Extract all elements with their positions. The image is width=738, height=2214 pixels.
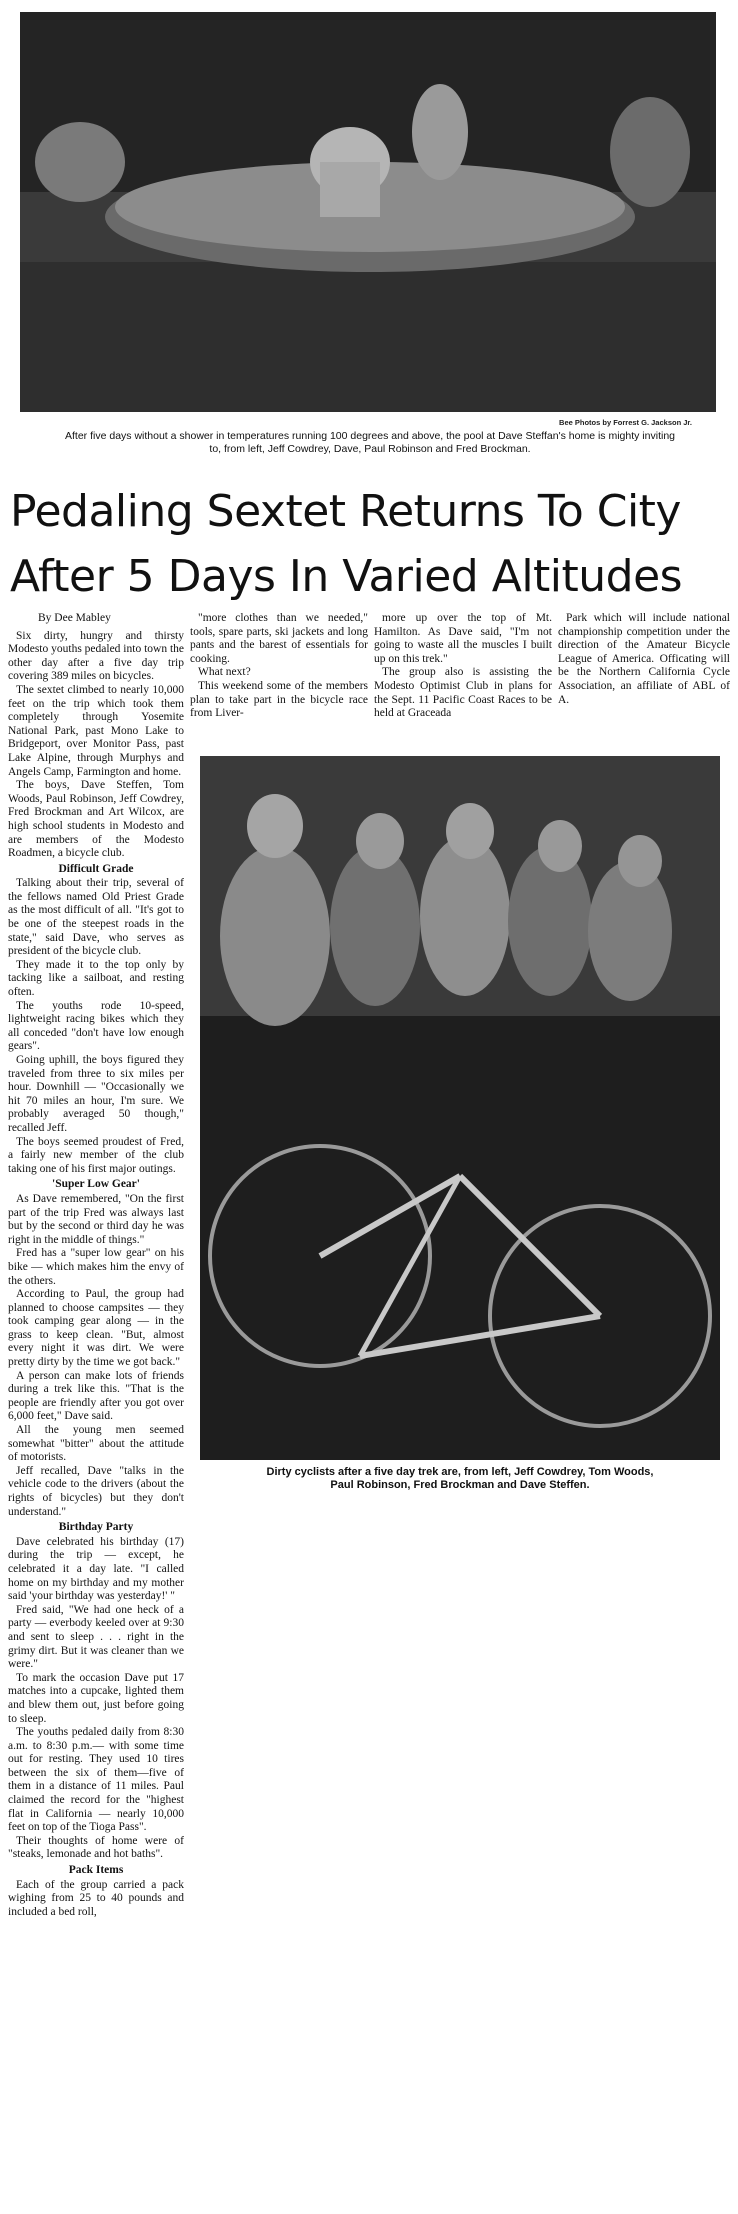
paragraph: According to Paul, the group had planned to choose campsites — they took camping gear along — in the grass to keep clean. "But, almost every night it was dirt. We were pretty dirty by the time we got back." xyxy=(8,1288,184,1369)
subhead-super-low-gear: 'Super Low Gear' xyxy=(52,1178,140,1191)
article-column-4 xyxy=(558,612,730,707)
photo-credit: Bee Photos by Forrest G. Jackson Jr. xyxy=(559,418,692,427)
paragraph: As Dave remembered, "On the first part of the trip Fred was always last but by the second or third day he was right in the middle of things." xyxy=(8,1192,184,1246)
paragraph: Fred said, "We had one heck of a party — everbody keeled over at 9:30 and sent to sleep . . . right in the grimy dirt. But it was cleaner than we were." xyxy=(8,1603,184,1671)
paragraph: To mark the occasion Dave put 17 matches into a cupcake, lighted them and blew them out, just before going to sleep. xyxy=(8,1671,184,1725)
paragraph: The boys seemed proudest of Fred, a fairly new member of the club taking one of his first major outings. xyxy=(8,1135,184,1175)
paragraph: They made it to the top only by tacking like a sailboat, and resting often. xyxy=(8,958,184,999)
paragraph: The boys, Dave Steffen, Tom Woods, Paul Robinson, Jeff Cowdrey, Fred Brockman and Art Wilcox, are high school students in Modesto and are members of the Modesto Roadmen, a bicycle club. xyxy=(8,779,184,860)
cyclists-photo-caption xyxy=(200,1466,720,1492)
paragraph: Jeff recalled, Dave "talks in the vehicle code to the drivers (about the rights of bicycles) but they don't understand." xyxy=(8,1464,184,1518)
paragraph: Fred has a "super low gear" on his bike — which makes him the envy of the others. xyxy=(8,1247,184,1287)
byline: By Dee Mabley xyxy=(38,612,111,624)
headline-line-2: After 5 Days In Varied Altitudes xyxy=(10,551,683,602)
pool-photo xyxy=(20,12,716,412)
article-column-2 xyxy=(190,612,368,721)
paragraph: "more clothes than we needed," tools, spare parts, ski jackets and long pants and the barest of essentials for cooking. xyxy=(190,612,368,665)
paragraph: What next? xyxy=(198,666,251,679)
paragraph: The sextet climbed to nearly 10,000 feet on the trip which took them completely through Yosemite National Park, past Mono Lake to Bridgeport, over Monitor Pass, past Lake Alpine, through Murphys and Angels Camp, Farmington and home. xyxy=(8,683,184,778)
paragraph: Dave celebrated his birthday (17) during the trip — except, he celebrated it a day late. "I called home on my birthday and my mother said 'your birthday was yesterday!' " xyxy=(8,1535,184,1603)
subhead-birthday-party: Birthday Party xyxy=(58,1521,134,1534)
paragraph: The group also is assisting the Modesto Optimist Club in plans for the Sept. 11 Pacific Coast Races to be held at Graceada xyxy=(374,666,552,720)
paragraph: Each of the group carried a pack wighing from 25 to 40 pounds and included a bed roll, xyxy=(8,1878,184,1918)
paragraph: This weekend some of the members plan to take part in the bicycle race from Liver- xyxy=(190,679,368,720)
paragraph: The youths pedaled daily from 8:30 a.m. to 8:30 p.m.— with some time out for resting. They used 10 tires between the six of them—five of them in a distance of 11 miles. Paul claimed the record for the "highest flat in California — nearly 10,000 feet on top of the Tioga Pass". xyxy=(8,1726,184,1834)
subhead-difficult-grade: Difficult Grade xyxy=(58,862,134,875)
paragraph: Talking about their trip, several of the fellows named Old Priest Grade as the most difficult of all. "It's got to be one of the steepest roads in the state," said Dave, who serves as president of the bicycle club. xyxy=(8,877,184,958)
paragraph: All the young men seemed somewhat "bitter" about the attitude of motorists. xyxy=(8,1424,184,1464)
paragraph: Park which will include national championship competition under the direction of the Amateur Bicycle League of America. Officating will be the Northern California Cycle Association, an affiliate of ABL of A. xyxy=(558,612,730,706)
paragraph: A person can make lots of friends during a trek like this. "That is the people are friendly after you got over 6,000 feet," Dave said. xyxy=(8,1369,184,1423)
paragraph: more up over the top of Mt. Hamilton. As Dave said, "I'm not going to waste all the muscles I built up on this trek." xyxy=(374,612,552,665)
paragraph: Their thoughts of home were of "steaks, lemonade and hot baths". xyxy=(8,1834,184,1861)
article-column-1 xyxy=(8,612,184,1919)
subhead-pack-items: Pack Items xyxy=(68,1864,124,1877)
headline-line-1: Pedaling Sextet Returns To City xyxy=(10,486,681,537)
paragraph: Going uphill, the boys figured they traveled from three to six miles per hour. Downhill — "Occasionally we hit 70 miles an hour, I'm sure. We probably averaged 50 though," recalled Jeff. xyxy=(8,1054,184,1134)
cyclists-photo xyxy=(200,756,720,1460)
paragraph: Six dirty, hungry and thirsty Modesto youths pedaled into town the other day after a five day trip covering 389 miles on bicycles. xyxy=(8,629,184,683)
paragraph: The youths rode 10-speed, lightweight racing bikes which they all conceded "don't have low enough gears". xyxy=(8,999,184,1053)
pool-photo-caption: After five days without a shower in temperatures running 100 degrees and above, the pool at Dave Steffan's home is mighty inviting to, from left, Jeff Cowdrey, Dave, Paul Robinson and Fred Brockman. xyxy=(65,430,675,455)
article-column-3 xyxy=(374,612,552,721)
cyclists-caption-line-2: Paul Robinson, Fred Brockman and Dave Steffen. xyxy=(330,1479,590,1491)
cyclists-caption-line-1: Dirty cyclists after a five day trek are, from left, Jeff Cowdrey, Tom Woods, xyxy=(266,1466,654,1478)
